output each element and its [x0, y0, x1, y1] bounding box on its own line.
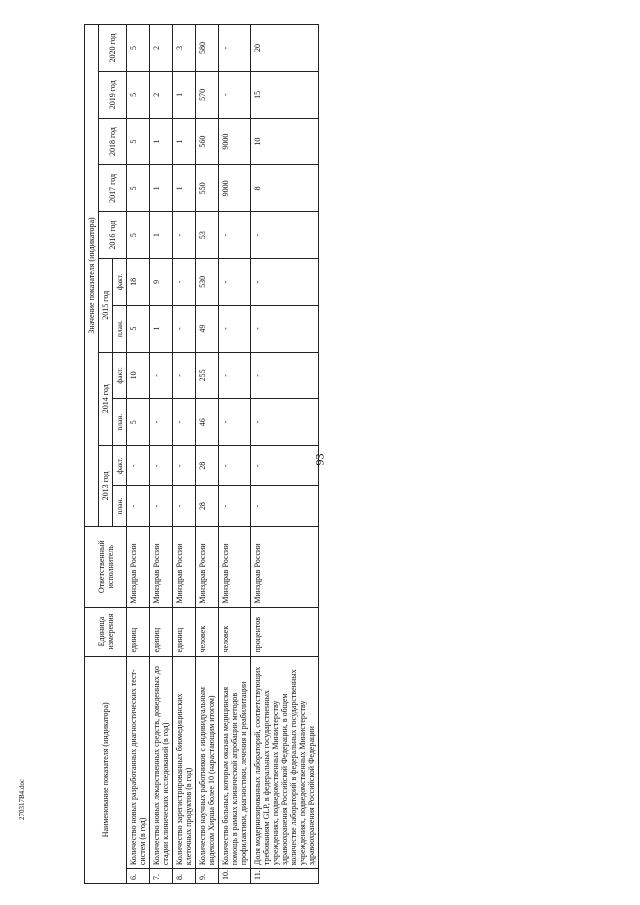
value-cell: -	[219, 486, 251, 526]
value-cell: 580	[196, 25, 219, 72]
value-cell: -	[219, 446, 251, 486]
header-2016: 2016 год	[99, 212, 127, 259]
value-cell: 5	[127, 71, 150, 118]
unit-cell: единиц	[127, 607, 150, 656]
header-2019: 2019 год	[99, 71, 127, 118]
value-cell: 5	[127, 212, 150, 259]
row-index: 11.	[251, 869, 319, 884]
table-row	[196, 25, 219, 884]
row-index: 9.	[196, 869, 219, 884]
table-row	[173, 25, 196, 884]
unit-cell: процентов	[251, 607, 319, 656]
value-cell: -	[150, 446, 173, 486]
value-cell: 1	[150, 212, 173, 259]
value-cell: -	[127, 486, 150, 526]
value-cell: -	[150, 352, 173, 399]
value-cell: -	[150, 399, 173, 446]
header-2013: 2013 год	[99, 446, 113, 527]
value-cell: 1	[150, 118, 173, 165]
value-cell: -	[219, 25, 251, 72]
value-cell: 46	[196, 399, 219, 446]
value-cell: -	[173, 259, 196, 306]
indicator-name: Количество зарегистрированных биомедицинских клеточных продуктов (в год)	[173, 656, 196, 869]
indicators-table	[84, 24, 319, 884]
executor-cell: Минздрав России	[127, 526, 150, 607]
value-cell: 5	[127, 118, 150, 165]
value-cell: -	[173, 305, 196, 352]
indicator-name: Количество научных работников с индивидуальным индексом Хирша более 10 (нарастающим итогом)	[196, 656, 219, 869]
value-cell: -	[219, 399, 251, 446]
value-cell: 28	[196, 486, 219, 526]
value-cell: 3	[173, 25, 196, 72]
value-cell: 8	[251, 165, 319, 212]
value-cell: 1	[173, 71, 196, 118]
value-cell: -	[251, 352, 319, 399]
value-cell: -	[251, 399, 319, 446]
unit-cell: человек	[196, 607, 219, 656]
value-cell: 20	[251, 25, 319, 72]
value-cell: 9000	[219, 165, 251, 212]
value-cell: -	[219, 305, 251, 352]
header-fact: факт.	[113, 446, 127, 486]
value-cell: 18	[127, 259, 150, 306]
value-cell: -	[173, 212, 196, 259]
value-cell: -	[219, 259, 251, 306]
value-cell: 5	[127, 399, 150, 446]
value-cell: 2	[150, 25, 173, 72]
unit-cell: единиц	[173, 607, 196, 656]
header-2017: 2017 год	[99, 165, 127, 212]
table-row	[219, 25, 251, 884]
value-cell: -	[173, 486, 196, 526]
value-cell: 49	[196, 305, 219, 352]
value-cell: -	[251, 486, 319, 526]
value-cell: 5	[127, 165, 150, 212]
table-row	[150, 25, 173, 884]
value-cell: -	[219, 212, 251, 259]
value-cell: -	[127, 446, 150, 486]
value-cell: 2	[150, 71, 173, 118]
header-plan: план.	[113, 486, 127, 526]
value-cell: -	[173, 399, 196, 446]
value-cell: -	[219, 71, 251, 118]
rotated-page	[84, 24, 624, 884]
page-number: 93	[312, 453, 327, 466]
value-cell: -	[173, 446, 196, 486]
footer-code: 270317В4.doc	[18, 778, 26, 820]
header-unit: Единица измерения	[85, 607, 127, 656]
value-cell: 5	[127, 305, 150, 352]
executor-cell: Минздрав России	[150, 526, 173, 607]
executor-cell: Минздрав России	[219, 526, 251, 607]
value-cell: -	[150, 486, 173, 526]
header-2015: 2015 год	[99, 259, 113, 353]
executor-cell: Минздрав России	[196, 526, 219, 607]
header-values-group: Значение показателя (индикатора)	[85, 25, 99, 527]
value-cell: -	[251, 446, 319, 486]
header-fact: факт.	[113, 352, 127, 399]
executor-cell: Минздрав России	[173, 526, 196, 607]
value-cell: 10	[127, 352, 150, 399]
header-2020: 2020 год	[99, 25, 127, 72]
value-cell: 53	[196, 212, 219, 259]
indicator-name: Количество больных, которым оказана медицинская помощь в рамках клинической апробации методов профилактики, диагностики, лечения и реабилитации	[219, 656, 251, 869]
header-2018: 2018 год	[99, 118, 127, 165]
value-cell: -	[251, 259, 319, 306]
unit-cell: человек	[219, 607, 251, 656]
value-cell: -	[251, 212, 319, 259]
row-index: 10.	[219, 869, 251, 884]
header-2014: 2014 год	[99, 352, 113, 446]
value-cell: 10	[251, 118, 319, 165]
value-cell: 1	[173, 118, 196, 165]
table-row	[251, 25, 319, 884]
table-row	[127, 25, 150, 884]
value-cell: 9	[150, 259, 173, 306]
value-cell: -	[173, 352, 196, 399]
value-cell: 5	[127, 25, 150, 72]
indicator-name: Количество новых разработанных диагностических тест-систем (в год)	[127, 656, 150, 869]
row-index: 8.	[173, 869, 196, 884]
value-cell: 9000	[219, 118, 251, 165]
value-cell: 1	[173, 165, 196, 212]
executor-cell: Минздрав России	[251, 526, 319, 607]
header-executor: Ответственный исполнитель	[85, 526, 127, 607]
row-index: 6.	[127, 869, 150, 884]
value-cell: 570	[196, 71, 219, 118]
unit-cell: единиц	[150, 607, 173, 656]
header-indicator-name: Наименование показателя (индикатора)	[85, 656, 127, 883]
value-cell: 550	[196, 165, 219, 212]
value-cell: 1	[150, 305, 173, 352]
row-index: 7.	[150, 869, 173, 884]
value-cell: 255	[196, 352, 219, 399]
indicator-name: Количество новых лекарственных средств, доведенных до стадии клинических исследований (в год)	[150, 656, 173, 869]
value-cell: 1	[150, 165, 173, 212]
header-plan: план.	[113, 399, 127, 446]
value-cell: 15	[251, 71, 319, 118]
header-fact: факт.	[113, 259, 127, 306]
value-cell: 28	[196, 446, 219, 486]
value-cell: 530	[196, 259, 219, 306]
indicator-name: Доля модернизированных лабораторий, соответствующих требованиям GLP, в федеральных государственных учреждениях, подведомственных Министерству здравоохранения Российской Федерации, в общем количестве лабораторий в федеральных государственных учреждениях, подведомственных Министерству здравоохранения Российской Федерации	[251, 656, 319, 869]
value-cell: -	[251, 305, 319, 352]
value-cell: 560	[196, 118, 219, 165]
header-plan: план.	[113, 305, 127, 352]
value-cell: -	[219, 352, 251, 399]
